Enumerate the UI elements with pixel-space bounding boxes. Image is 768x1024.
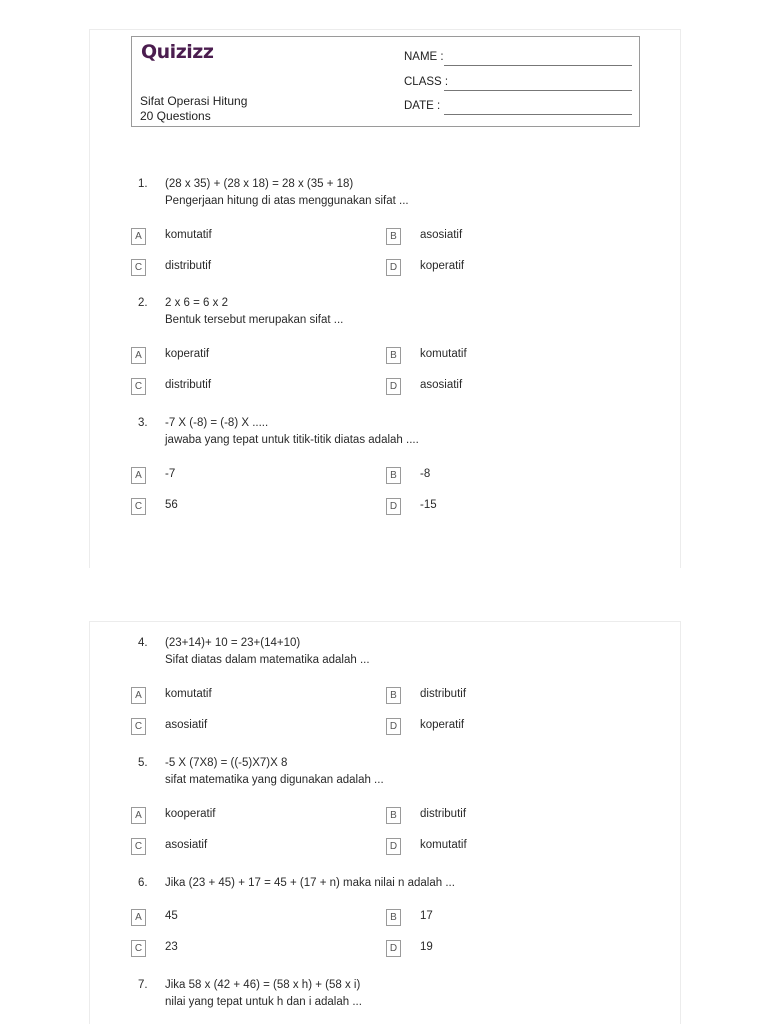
option-text: distributif bbox=[165, 260, 212, 272]
option-letter-box: B bbox=[386, 347, 401, 364]
option-letter-box: C bbox=[131, 838, 146, 855]
question-prompt: Bentuk tersebut merupakan sifat ... bbox=[165, 314, 344, 326]
option-letter-box: B bbox=[386, 228, 401, 245]
option-letter-box: B bbox=[386, 687, 401, 704]
option-text: -15 bbox=[420, 499, 437, 511]
option-letter-box: D bbox=[386, 378, 401, 395]
option-text: komutatif bbox=[165, 688, 212, 700]
option-letter-box: B bbox=[386, 467, 401, 484]
date-field-line[interactable] bbox=[444, 114, 632, 115]
class-field-line[interactable] bbox=[444, 90, 632, 91]
option-letter-box: A bbox=[131, 228, 146, 245]
question-count: 20 Questions bbox=[140, 109, 211, 123]
option-letter-box: C bbox=[131, 378, 146, 395]
question-text: -7 X (-8) = (-8) X ..... bbox=[165, 417, 269, 429]
name-field-line[interactable] bbox=[444, 65, 632, 66]
option-letter-box: D bbox=[386, 498, 401, 515]
question-text: -5 X (7X8) = ((-5)X7)X 8 bbox=[165, 757, 288, 769]
question-text: 2 x 6 = 6 x 2 bbox=[165, 297, 228, 309]
question-number: 2. bbox=[138, 297, 148, 309]
quiz-title: Sifat Operasi Hitung bbox=[140, 94, 248, 108]
option-text: asosiatif bbox=[420, 379, 463, 391]
option-letter-box: D bbox=[386, 940, 401, 957]
question-text: Jika (23 + 45) + 17 = 45 + (17 + n) maka nilai n adalah ... bbox=[165, 877, 455, 889]
option-letter-box: D bbox=[386, 259, 401, 276]
question-number: 1. bbox=[138, 178, 148, 190]
option-text: distributif bbox=[420, 688, 467, 700]
option-letter-box: C bbox=[131, 718, 146, 735]
option-text: komutatif bbox=[420, 348, 467, 360]
question-text: Jika 58 x (42 + 46) = (58 x h) + (58 x i) bbox=[165, 979, 361, 991]
name-label: NAME : bbox=[404, 51, 444, 63]
option-letter-box: C bbox=[131, 940, 146, 957]
option-letter-box: A bbox=[131, 687, 146, 704]
option-letter-box: A bbox=[131, 347, 146, 364]
question-text: (28 x 35) + (28 x 18) = 28 x (35 + 18) bbox=[165, 178, 354, 190]
page-gap bbox=[0, 568, 768, 621]
worksheet-page-2 bbox=[89, 621, 681, 1024]
option-text: 45 bbox=[165, 910, 178, 922]
option-text: 19 bbox=[420, 941, 433, 953]
option-text: 17 bbox=[420, 910, 433, 922]
option-text: distributif bbox=[165, 379, 212, 391]
option-letter-box: A bbox=[131, 807, 146, 824]
question-number: 4. bbox=[138, 637, 148, 649]
option-text: komutatif bbox=[165, 229, 212, 241]
worksheet-header bbox=[131, 36, 640, 127]
question-prompt: Sifat diatas dalam matematika adalah ... bbox=[165, 654, 370, 666]
option-text: koperatif bbox=[420, 719, 465, 731]
option-text: -8 bbox=[420, 468, 431, 480]
question-number: 7. bbox=[138, 979, 148, 991]
question-text: (23+14)+ 10 = 23+(14+10) bbox=[165, 637, 301, 649]
question-prompt: Pengerjaan hitung di atas menggunakan sifat ... bbox=[165, 195, 409, 207]
option-text: komutatif bbox=[420, 839, 467, 851]
option-text: asosiatif bbox=[165, 719, 208, 731]
question-number: 6. bbox=[138, 877, 148, 889]
option-text: asosiatif bbox=[165, 839, 208, 851]
option-text: kooperatif bbox=[165, 808, 216, 820]
option-letter-box: A bbox=[131, 467, 146, 484]
option-letter-box: D bbox=[386, 838, 401, 855]
option-letter-box: C bbox=[131, 259, 146, 276]
option-letter-box: C bbox=[131, 498, 146, 515]
question-prompt: nilai yang tepat untuk h dan i adalah ... bbox=[165, 996, 362, 1008]
option-letter-box: B bbox=[386, 807, 401, 824]
option-text: asosiatif bbox=[420, 229, 463, 241]
question-prompt: jawaba yang tepat untuk titik-titik diatas adalah .... bbox=[165, 434, 419, 446]
option-letter-box: A bbox=[131, 909, 146, 926]
option-text: 23 bbox=[165, 941, 178, 953]
option-letter-box: D bbox=[386, 718, 401, 735]
option-letter-box: B bbox=[386, 909, 401, 926]
class-label: CLASS : bbox=[404, 76, 449, 88]
option-text: distributif bbox=[420, 808, 467, 820]
date-label: DATE : bbox=[404, 100, 441, 112]
option-text: -7 bbox=[165, 468, 176, 480]
question-prompt: sifat matematika yang digunakan adalah ... bbox=[165, 774, 384, 786]
question-number: 3. bbox=[138, 417, 148, 429]
worksheet-page-1 bbox=[89, 29, 681, 568]
quizizz-logo: Quizizz bbox=[141, 41, 214, 63]
option-text: 56 bbox=[165, 499, 178, 511]
option-text: koperatif bbox=[165, 348, 210, 360]
option-text: koperatif bbox=[420, 260, 465, 272]
question-number: 5. bbox=[138, 757, 148, 769]
